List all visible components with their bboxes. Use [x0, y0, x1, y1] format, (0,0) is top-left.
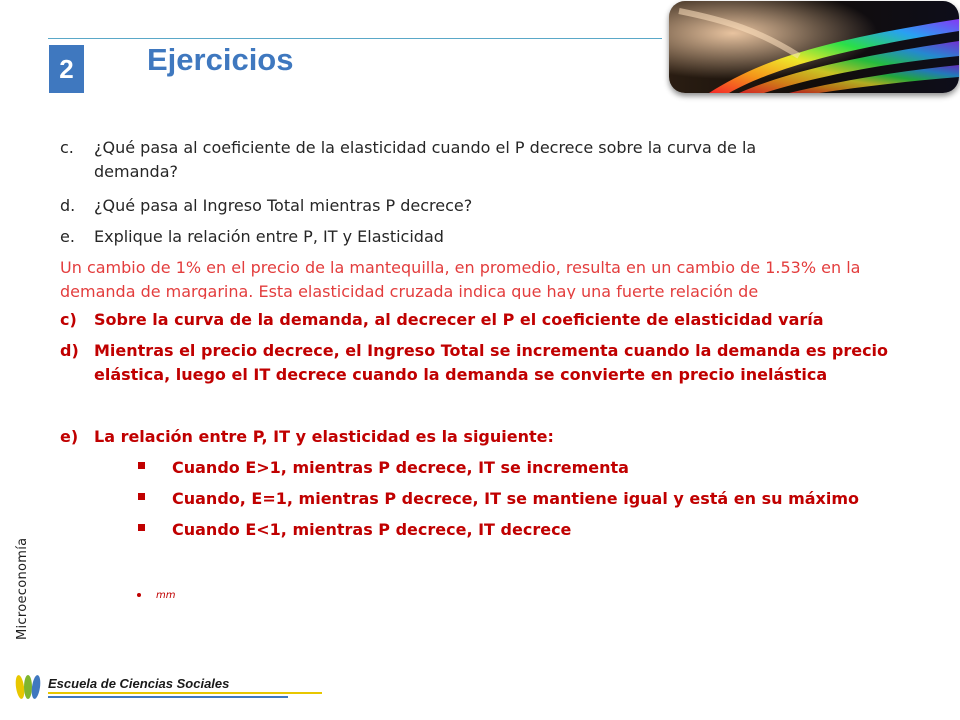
question-d — [60, 194, 840, 218]
small-note — [137, 590, 175, 601]
square-bullet-icon — [138, 462, 145, 469]
bullet-text: Cuando, E=1, mientras P decrece, IT se mantiene igual y está en su máximo — [172, 489, 860, 508]
question-e — [60, 225, 840, 249]
question-label: e. — [60, 227, 75, 246]
question-c — [60, 136, 840, 184]
page-title: Ejercicios — [147, 42, 294, 77]
square-bullet-icon — [138, 493, 145, 500]
rainbow-light-streaks-image — [669, 1, 959, 93]
answer-c — [60, 308, 900, 332]
sidebar-subject-label: Microeconomía — [15, 537, 30, 640]
header-rule — [48, 38, 662, 39]
section-number-badge: 2 — [49, 45, 84, 93]
bullet-text: Cuando E>1, mientras P decrece, IT se incrementa — [172, 458, 629, 477]
bullet-item — [138, 487, 859, 511]
footer-brand — [12, 672, 322, 708]
answer-e — [60, 425, 900, 449]
bullet-item — [138, 518, 571, 542]
footer-rule-blue — [48, 696, 288, 698]
bullet-item — [138, 456, 629, 480]
answer-text: Sobre la curva de la demanda, al decrecer el P el coeficiente de elasticidad varía — [94, 310, 824, 329]
question-text: ¿Qué pasa al Ingreso Total mientras P decrece? — [94, 196, 473, 215]
answer-label: d) — [60, 341, 79, 360]
answer-label: c) — [60, 310, 77, 329]
elasticity-paragraph: Un cambio de 1% en el precio de la mantequilla, en promedio, resulta en un cambio de 1.53% en la demanda de margarina. Esta elasticidad cruzada indica que hay una fuerte relación de — [60, 258, 861, 299]
square-bullet-icon — [138, 524, 145, 531]
small-note-text: mm — [156, 590, 176, 601]
answer-text: Mientras el precio decrece, el Ingreso Total se incrementa cuando la demanda es precio elástica, luego el IT decrece cuando la demanda se convierte en precio inelástica — [94, 341, 889, 384]
answer-text: La relación entre P, IT y elasticidad es la siguiente: — [94, 427, 554, 446]
question-text: ¿Qué pasa al coeficiente de la elasticidad cuando el P decrece sobre la curva de la demanda? — [94, 138, 757, 181]
answer-d — [60, 339, 900, 387]
bullet-text: Cuando E<1, mientras P decrece, IT decrece — [172, 520, 572, 539]
dot-bullet-icon — [137, 593, 141, 597]
institution-name: Escuela de Ciencias Sociales — [48, 676, 230, 691]
question-label: c. — [60, 138, 74, 157]
leaf-logo-icon — [12, 672, 44, 702]
answer-label: e) — [60, 427, 79, 446]
footer-rule-yellow — [48, 692, 322, 694]
question-text: Explique la relación entre P, IT y Elasticidad — [94, 227, 444, 246]
question-label: d. — [60, 196, 76, 215]
